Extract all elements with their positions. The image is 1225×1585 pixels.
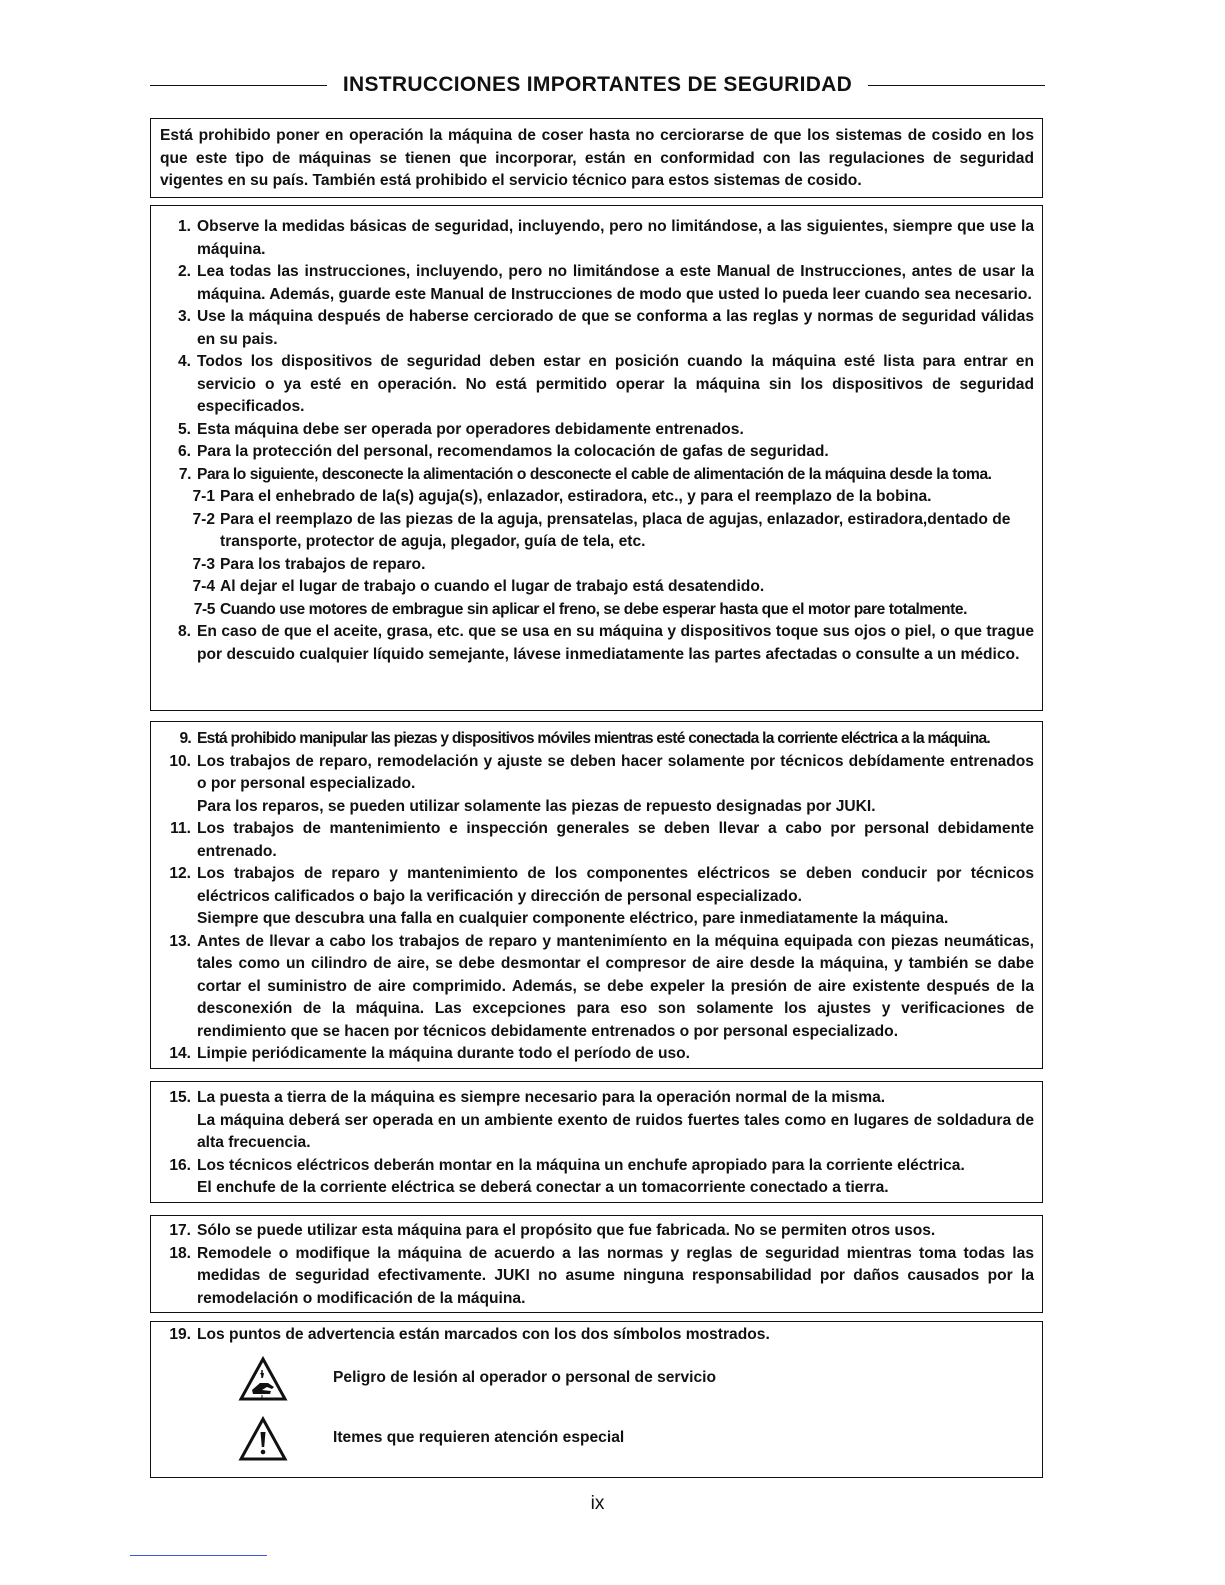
sub-item: 7-1 Para el enhebrado de la(s) aguja(s), enlazador, estiradora, etc., y para el reemplazo de la bobina. bbox=[192, 488, 932, 505]
section-1-box bbox=[150, 205, 1043, 711]
item-note: Para los reparos, se pueden utilizar solamente las piezas de repuesto designadas por JUKI. bbox=[197, 797, 876, 815]
list-item: 19. Los puntos de advertencia están marcados con los dos símbolos mostrados. bbox=[169, 1326, 770, 1343]
exclamation-warning-icon bbox=[163, 1416, 333, 1462]
list-item: 7. Para lo siguiente, desconecte la alimentación o desconecte el cable de alimentación de la máquina desde la toma. bbox=[178, 465, 992, 483]
list-item: 14. Limpie periódicamente la máquina durante todo el período de uso. bbox=[169, 1045, 691, 1062]
section-2-box bbox=[150, 721, 1043, 1069]
list-item: 16. Los técnicos eléctricos deberán montar en la máquina un enchufe apropiado para la corriente eléctrica. bbox=[169, 1156, 965, 1174]
sub-item: 7-4 Al dejar el lugar de trabajo o cuando el lugar de trabajo está desatendido. bbox=[192, 578, 765, 595]
sub-item: 7-5 Cuando use motores de embrague sin aplicar el freno, se debe esperar hasta que el motor pare totalmente. bbox=[193, 600, 967, 618]
list-item: 17. Sólo se puede utilizar esta máquina para el propósito que fue fabricada. No se permiten otros usos. bbox=[169, 1222, 936, 1239]
list-item: 18. Remodele o modifique la máquina de acuerdo a las normas y reglas de seguridad mientras toma todas las medidas de seguridad efectivamente. JUKI no asume ninguna responsabilidad por daños causados por la remodelación o modificación de la máquina. bbox=[169, 1244, 1034, 1307]
symbol-label: Itemes que requieren atención especial bbox=[333, 1429, 625, 1447]
section-5-box bbox=[150, 1321, 1043, 1478]
list-item: 8. En caso de que el aceite, grasa, etc. que se usa en su máquina y dispositivos toque sus ojos o piel, o que trague por descuido cualquier líquido semejante, lávese inmediatamente las partes afectadas o consulte a un médico. bbox=[177, 623, 1034, 663]
item-note: Siempre que descubra una falla en cualquier componente eléctrico, pare inmediatamente la máquina. bbox=[197, 910, 949, 927]
section-3-box bbox=[150, 1081, 1043, 1203]
list-item: 9. Está prohibido manipular las piezas y dispositivos móviles mientras esté conectada la corriente eléctrica a la máquina. bbox=[179, 730, 990, 747]
list-item: 1. Observe la medidas básicas de seguridad, incluyendo, pero no limitándose, a las siguientes, siempre que use la máquina. bbox=[177, 218, 1034, 258]
title-rule-left bbox=[150, 85, 327, 86]
intro-box bbox=[150, 118, 1043, 198]
item-note: La máquina deberá ser operada en un ambiente exento de ruidos fuertes tales como en lugares de soldadura de alta frecuencia. bbox=[197, 1111, 1034, 1151]
page-number: ix bbox=[590, 1493, 605, 1514]
symbol-row bbox=[163, 1409, 1034, 1469]
hand-injury-warning-icon bbox=[163, 1356, 333, 1402]
list-item: 13. Antes de llevar a cabo los trabajos de reparo y mantenimíento en la méquina equipada con piezas neumáticas, tales como un cilindro de aire, se debe desmontar el compresor de aire desde la máquina, y también se dabe cortar el suministro de aire comprimido. Además, se debe expeler la presión de aire existente después de la desconexión de la máquina. Las excepciones para eso son solamente los ajustes y verificaciones de rendimiento que se hacen por técnicos debidamente entrenados o por personal especializado. bbox=[169, 932, 1034, 1040]
symbol-label: Peligro de lesión al operador o personal de servicio bbox=[333, 1369, 717, 1387]
list-item: 2. Lea todas las instrucciones, incluyendo, pero no limitándose a este Manual de Instrucciones, antes de usar la máquina. Además, guarde este Manual de Instrucciones de modo que usted lo pueda leer cuando sea necesario. bbox=[177, 263, 1034, 303]
sub-item: 7-2 Para el reemplazo de las piezas de la aguja, prensatelas, placa de agujas, enlazador, estiradora,dentado de transporte, protector de aguja, plegador, guía de tela, etc. bbox=[192, 510, 1011, 550]
page-title: INSTRUCCIONES IMPORTANTES DE SEGURIDAD bbox=[342, 73, 853, 96]
list-item: 11. Los trabajos de mantenimiento e inspección generales se deben llevar a cabo por personal debidamente entrenado. bbox=[170, 820, 1034, 860]
title-row bbox=[150, 70, 1045, 100]
item-note: El enchufe de la corriente eléctrica se deberá conectar a un tomacorriente conectado a tierra. bbox=[197, 1179, 889, 1196]
list-item: 5. Esta máquina debe ser operada por operadores debidamente entrenados. bbox=[177, 420, 744, 438]
list-item: 10. Los trabajos de reparo, remodelación y ajuste se deben hacer solamente por técnicos debídamente entrenados o por personal especializado. bbox=[169, 752, 1034, 792]
intro-text: Está prohibido poner en operación la máquina de coser hasta no cerciorarse de que los sistemas de cosido en los que este tipo de máquinas se tienen que incorporar, están en conformidad con las regulaciones de seguridad vigentes en su país. También está prohibido el servicio técnico para estos sistemas de cosido. bbox=[160, 127, 1034, 189]
list-item: 4. Todos los dispositivos de seguridad deben estar en posición cuando la máquina esté lista para entrar en servicio o ya esté en operación. No está permitido operar la máquina sin los dispositivos de seguridad especificados. bbox=[177, 353, 1034, 415]
footer-rule bbox=[130, 1555, 267, 1556]
list-item: 15. La puesta a tierra de la máquina es siempre necesario para la operación normal de la misma. bbox=[169, 1089, 886, 1106]
list-item: 6. Para la protección del personal, recomendamos la colocación de gafas de seguridad. bbox=[177, 443, 829, 460]
list-item: 3. Use la máquina después de haberse cerciorado de que se conforma a las reglas y normas de seguridad válidas en su pais. bbox=[177, 308, 1034, 348]
section-4-box bbox=[150, 1215, 1043, 1313]
list-item: 12. Los trabajos de reparo y mantenimiento de los componentes eléctricos se deben conducir por técnicos eléctricos calificados o bajo la verificación y dirección de personal especializado. bbox=[169, 865, 1034, 905]
title-rule-right bbox=[868, 85, 1045, 86]
sub-item: 7-3 Para los trabajos de reparo. bbox=[192, 555, 426, 573]
symbol-row bbox=[163, 1349, 1034, 1409]
